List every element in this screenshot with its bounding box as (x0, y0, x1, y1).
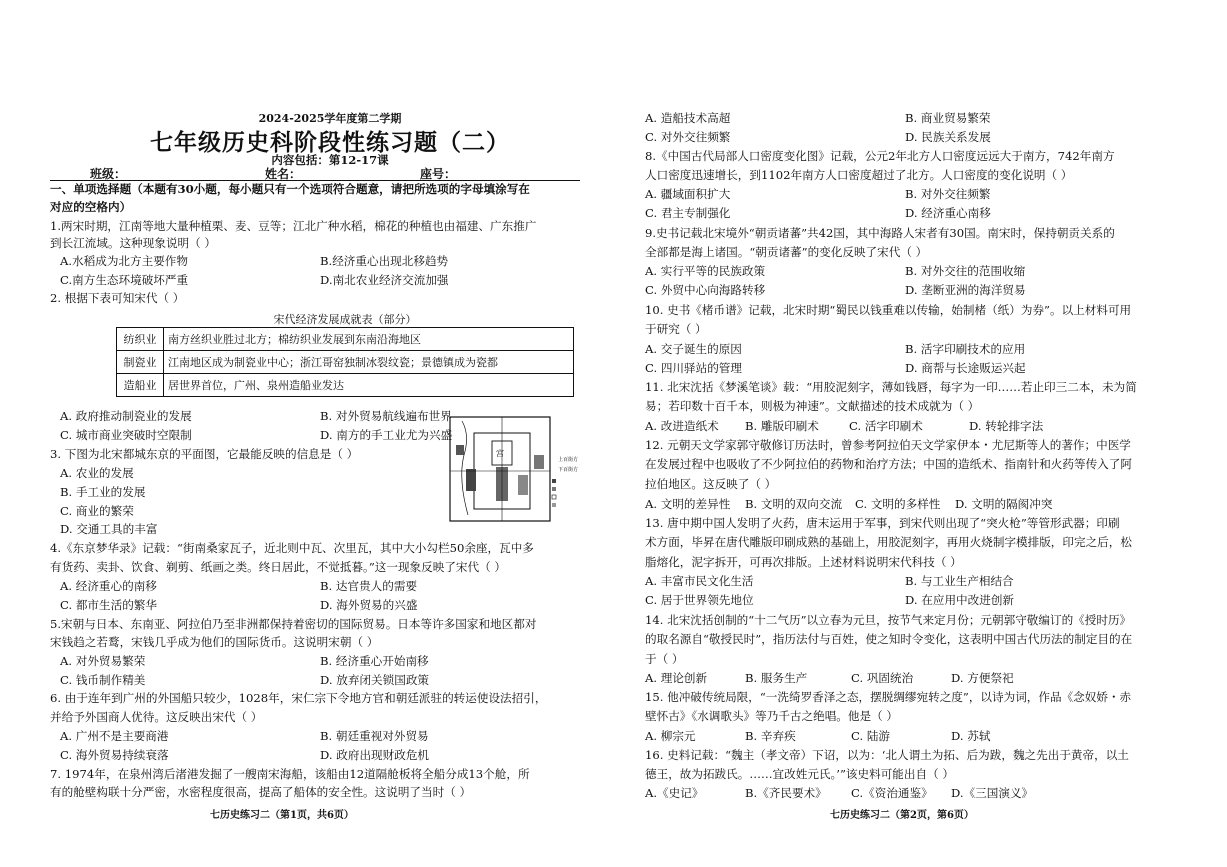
q7-option-b[interactable]: B. 商业贸易繁荣 (905, 111, 991, 125)
q3-option-a[interactable]: A. 农业的发展 (60, 466, 134, 480)
q13-option-c[interactable]: C. 居于世界领先地位 (645, 593, 754, 607)
q15-options (645, 729, 1185, 743)
q1-option-b[interactable]: B.经济重心出现北移趋势 (320, 254, 449, 268)
q3-option-d[interactable]: D. 交通工具的丰富 (60, 522, 158, 536)
q10-options-row2 (645, 361, 1165, 375)
q4-options-row2 (50, 598, 580, 612)
q14-option-b[interactable]: B. 服务生产 (745, 671, 808, 685)
q9-options-row1 (645, 264, 1165, 278)
q14-stem-3: 于（ ） (645, 652, 684, 666)
q4-option-d[interactable]: D. 海外贸易的兴盛 (320, 598, 418, 612)
q6-options-row1 (50, 729, 580, 743)
q5-option-c[interactable]: C. 钱币制作精美 (60, 673, 146, 687)
q11-option-d[interactable]: D. 转轮排字法 (969, 419, 1044, 433)
student-info-row (50, 165, 580, 181)
q6-stem-2: 并给予外国商人优待。这反映出宋代（ ） (50, 710, 263, 724)
q12-stem-2: 在发展过程中也吸收了不少阿拉伯的药物和治疗方法；中国的造纸术、指南针和火药等传入了阿 (645, 457, 1132, 471)
q5-option-a[interactable]: A. 对外贸易繁荣 (60, 654, 146, 668)
q16-option-a[interactable]: A.《史记》 (645, 786, 704, 800)
q1-options-row2 (50, 273, 580, 287)
q8-options-row1 (645, 187, 1165, 201)
table-value: 南方丝织业胜过北方；棉纺织业发展到东南沿海地区 (164, 328, 574, 351)
q13-stem: 13. 唐中期中国人发明了火药，唐末运用于军事，到宋代则出现了“突火枪”等管形武器；印刷 (645, 516, 1120, 530)
q15-option-a[interactable]: A. 柳宗元 (645, 729, 696, 743)
q9-stem: 9.史书记载北宋境外“朝贡诸蕃”共42国，其中海路人宋者有30国。南宋时，保持朝贡关系的 (645, 226, 1115, 240)
q8-stem: 8.《中国古代局部人口密度变化图》记载，公元2年北方人口密度远远大于南方，742年南方 (645, 149, 1115, 163)
class-label: 班级： (90, 167, 127, 181)
q7-options-row1 (645, 111, 1165, 125)
q13-option-d[interactable]: D. 在应用中改进创新 (905, 593, 1015, 607)
section-instruction: 一、单项选择题（本题有30小题，每小题只有一个选项符合题意，请把所选项的字母填涂写在 (50, 182, 530, 196)
q7-option-a[interactable]: A. 造船技术高超 (645, 111, 731, 125)
left-column (50, 0, 610, 867)
q12-option-b[interactable]: B. 文明的双向交流 (745, 497, 843, 511)
q10-option-a[interactable]: A. 交子诞生的原因 (645, 342, 742, 356)
q8-options-row2 (645, 206, 1165, 220)
q1-stem-2: 到长江流域。这种现象说明（ ） (50, 236, 216, 250)
table-value: 居世界首位，广州、泉州造船业发达 (164, 374, 574, 397)
q1-option-c[interactable]: C.南方生态环境破坏严重 (60, 273, 189, 287)
q2-option-d[interactable]: D. 南方的手工业尤为兴盛 (320, 428, 453, 442)
q10-option-c[interactable]: C. 四川驿站的管理 (645, 361, 742, 375)
q12-stem-3: 拉伯地区。这反映了（ ） (645, 477, 777, 491)
q8-option-c[interactable]: C. 君主专制强化 (645, 206, 731, 220)
q7-option-d[interactable]: D. 民族关系发展 (905, 130, 991, 144)
table-key: 制瓷业 (117, 351, 164, 374)
q8-stem-2: 人口密度迅速增长，到1102年南方人口密度超过了北方。人口密度的变化说明（ ） (645, 168, 1073, 182)
q11-stem-2: 易；若印数十百千本，则极为神速”。文献描述的技术成就为（ ） (645, 399, 980, 413)
q10-options-row1 (645, 342, 1165, 356)
q15-option-d[interactable]: D. 苏轼 (951, 729, 991, 743)
right-column (645, 0, 1205, 867)
table-row (117, 374, 574, 397)
q15-option-c[interactable]: C. 陆游 (851, 729, 891, 743)
q16-option-d[interactable]: D.《三国演义》 (951, 786, 1034, 800)
q11-stem: 11. 北宋沈括《梦溪笔谈》载：“用胶泥刻字，薄如钱唇，每字为一印……若止印三二本，未为简 (645, 380, 1137, 394)
q10-option-b[interactable]: B. 活字印刷技术的应用 (905, 342, 1026, 356)
footer-right: 七历史练习二（第2页，第6页） (830, 810, 974, 821)
q4-options-row1 (50, 579, 580, 593)
q12-options (645, 497, 1185, 511)
q16-option-c[interactable]: C.《资治通鉴》 (851, 786, 933, 800)
q3-option-c[interactable]: C. 商业的繁荣 (60, 504, 134, 518)
q7-stem-2: 有的舱壁构联十分严密，水密程度很高，提高了船体的安全性。这说明了当时（ ） (50, 785, 472, 799)
q4-option-b[interactable]: B. 达官贵人的需要 (320, 579, 418, 593)
q2-table-caption: 宋代经济发展成就表（部分） (273, 313, 417, 326)
year-term: 2024-2025学年度第二学期 (258, 112, 402, 125)
q14-options (645, 671, 1185, 685)
q14-stem-2: 的取名源自“敬授民时”，指历法付与百姓，使之知时令变化，这表明中国古代历法的制定目的在 (645, 632, 1133, 646)
q6-stem: 6. 由于连年到广州的外国船只较少，1028年，宋仁宗下令地方官和朝廷派驻的转运使设法招引， (50, 691, 547, 705)
q3-option-b[interactable]: B. 手工业的发展 (60, 485, 146, 499)
q14-stem: 14. 北宋沈括创制的“十二气历”以立春为元旦，按节气来定月份；元朝郭守敬编订的《授时历》 (645, 613, 1132, 627)
q8-option-b[interactable]: B. 对外交往频繁 (905, 187, 991, 201)
q9-option-a[interactable]: A. 实行平等的民族政策 (645, 264, 766, 278)
footer-left: 七历史练习二（第1页，共6页） (210, 810, 354, 821)
table-row (117, 328, 574, 351)
q11-options (645, 419, 1185, 433)
q5-stem-2: 宋钱趋之若鹜，宋钱几乎成为他们的国际货币。这说明宋朝（ ） (50, 635, 379, 649)
q16-options (645, 786, 1185, 800)
q5-option-b[interactable]: B. 经济重心开始南移 (320, 654, 429, 668)
q12-option-c[interactable]: C. 文明的多样性 (855, 497, 941, 511)
q9-stem-2: 全部都是海上诸国。“朝贡诸蕃”的变化反映了宋代（ ） (645, 245, 928, 259)
q5-stem: 5.宋朝与日本、东南亚、阿拉伯乃至非洲都保持着密切的国际贸易。日本等许多国家和地区都对 (50, 617, 537, 631)
q9-option-c[interactable]: C. 外贸中心向海路转移 (645, 283, 766, 297)
map-legend-1: 上百街方 (558, 457, 579, 463)
q5-options-row1 (50, 654, 580, 668)
q13-stem-3: 脂熔化，泥字拆开，可再次排版。上述材料说明宋代科技（ ） (645, 555, 962, 569)
q14-option-c[interactable]: C. 巩固统治 (851, 671, 914, 685)
q13-option-b[interactable]: B. 与工业生产相结合 (905, 574, 1014, 588)
q4-option-a[interactable]: A. 经济重心的南移 (60, 579, 157, 593)
q13-options-row1 (645, 574, 1165, 588)
q2-economy-table (116, 327, 574, 397)
q5-option-d[interactable]: D. 放弃闭关锁国政策 (320, 673, 430, 687)
seat-label: 座号： (420, 167, 457, 181)
q6-option-c[interactable]: C. 海外贸易持续衰落 (60, 748, 169, 762)
section-instruction-2: 对应的空格内） (50, 200, 132, 214)
table-row (117, 351, 574, 374)
q7-option-c[interactable]: C. 对外交往频繁 (645, 130, 731, 144)
q13-stem-2: 术方面，毕昇在唐代雕版印刷成熟的基础上，用胶泥刻字，再用火烧制字模排版，印完之后，松 (645, 535, 1132, 549)
q6-option-b[interactable]: B. 朝廷重视对外贸易 (320, 729, 429, 743)
q12-option-d[interactable]: D. 文明的隔阂冲突 (955, 497, 1053, 511)
q13-options-row2 (645, 593, 1165, 607)
map-legend-2: 下百街方 (558, 467, 579, 473)
content-scope: 内容包括：第12-17课 (271, 153, 389, 167)
q4-stem: 4.《东京梦华录》记载：“街南桑家瓦子，近北则中瓦、次里瓦，其中大小勾栏50余座，瓦中多 (50, 541, 534, 555)
q9-options-row2 (645, 283, 1165, 297)
q1-option-a[interactable]: A.水稻成为北方主要作物 (60, 254, 188, 268)
q6-option-a[interactable]: A. 广州不是主要商港 (60, 729, 169, 743)
q11-option-c[interactable]: C. 活字印刷术 (849, 419, 923, 433)
q14-option-a[interactable]: A. 理论创新 (645, 671, 708, 685)
q4-stem-2: 有货药、卖卦、饮食、剃剪、纸画之类。终日居此，不觉抵暮。”这一现象反映了宋代（ ） (50, 560, 506, 574)
q3-stem: 3. 下图为北宋都城东京的平面图，它最能反映的信息是（ ） (50, 447, 359, 461)
q16-option-b[interactable]: B.《齐民要术》 (745, 786, 827, 800)
q16-stem-2: 德王，故为拓跋氏。……宜改姓元氏。’”该史料可能出自（ ） (645, 767, 954, 781)
q2-stem: 2. 根据下表可知宋代（ ） (50, 291, 185, 305)
q1-option-d[interactable]: D.南北农业经济交流加强 (320, 273, 449, 287)
q8-option-d[interactable]: D. 经济重心南移 (905, 206, 991, 220)
q7-options-row2 (645, 130, 1165, 144)
name-label: 姓名： (265, 167, 302, 181)
q5-options-row2 (50, 673, 580, 687)
q12-stem: 12. 元朝天文学家郭守敬修订历法时，曾参考阿拉伯天文学家伊本・尤尼斯等人的著作；中医学 (645, 438, 1131, 452)
q9-option-b[interactable]: B. 对外交往的范围收缩 (905, 264, 1026, 278)
q10-option-d[interactable]: D. 商帮与长途贩运兴起 (905, 361, 1026, 375)
q8-option-a[interactable]: A. 疆域面积扩大 (645, 187, 731, 201)
table-value: 江南地区成为制瓷业中心；浙江哥窑独制冰裂纹瓷；景德镇成为瓷都 (164, 351, 574, 374)
q11-option-b[interactable]: B. 雕版印刷术 (745, 419, 819, 433)
q1-options-row1 (50, 254, 580, 268)
q9-option-d[interactable]: D. 垄断亚洲的海洋贸易 (905, 283, 1026, 297)
map-label-gong: 宫 (496, 449, 504, 458)
q13-option-a[interactable]: A. 丰富市民文化生活 (645, 574, 754, 588)
table-key: 纺织业 (117, 328, 164, 351)
q6-option-d[interactable]: D. 政府出现财政危机 (320, 748, 430, 762)
q15-stem: 15. 他冲破传统局限，“一洗绮罗香泽之态，摆脱绸缪宛转之度”，以诗为词，作品《念奴娇・赤 (645, 690, 1132, 704)
dongjing-city-map (448, 415, 610, 527)
q10-stem: 10. 史书《楮币谱》记载，北宋时期“蜀民以钱重难以传输，始制楮（纸）为券”。以上材料可用 (645, 303, 1132, 317)
q16-stem: 16. 史料记载：“魏主（孝文帝）下诏，以为：‘北人谓土为拓、后为跋，魏之先出于黄帝，以土 (645, 748, 1129, 762)
q2-option-b[interactable]: B. 对外贸易航线遍布世界 (320, 409, 452, 423)
q6-options-row2 (50, 748, 580, 762)
q2-option-a[interactable]: A. 政府推动制瓷业的发展 (60, 409, 192, 423)
q7-stem: 7. 1974年，在泉州湾后渚港发掘了一艘南宋海船，该船由12道隔舱板将全船分成13个舱，所 (50, 767, 530, 781)
page-title: 七年级历史科阶段性练习题（二） (150, 130, 510, 156)
q1-stem: 1.两宋时期，江南等地大量种植栗、麦、豆等；江北广种水稻，棉花的种植也由福建、广东推广 (50, 219, 537, 233)
q10-stem-2: 于研究（ ） (645, 322, 707, 336)
q12-option-a[interactable]: A. 文明的差异性 (645, 497, 731, 511)
q15-option-b[interactable]: B. 辛弃疾 (745, 729, 796, 743)
q2-option-c[interactable]: C. 城市商业突破时空限制 (60, 428, 192, 442)
q11-option-a[interactable]: A. 改进造纸术 (645, 419, 719, 433)
q14-option-d[interactable]: D. 方便祭祀 (951, 671, 1014, 685)
table-key: 造船业 (117, 374, 164, 397)
q15-stem-2: 壁怀古》《水调歌头》等乃千古之绝唱。他是（ ） (645, 709, 898, 723)
q4-option-c[interactable]: C. 都市生活的繁华 (60, 598, 157, 612)
